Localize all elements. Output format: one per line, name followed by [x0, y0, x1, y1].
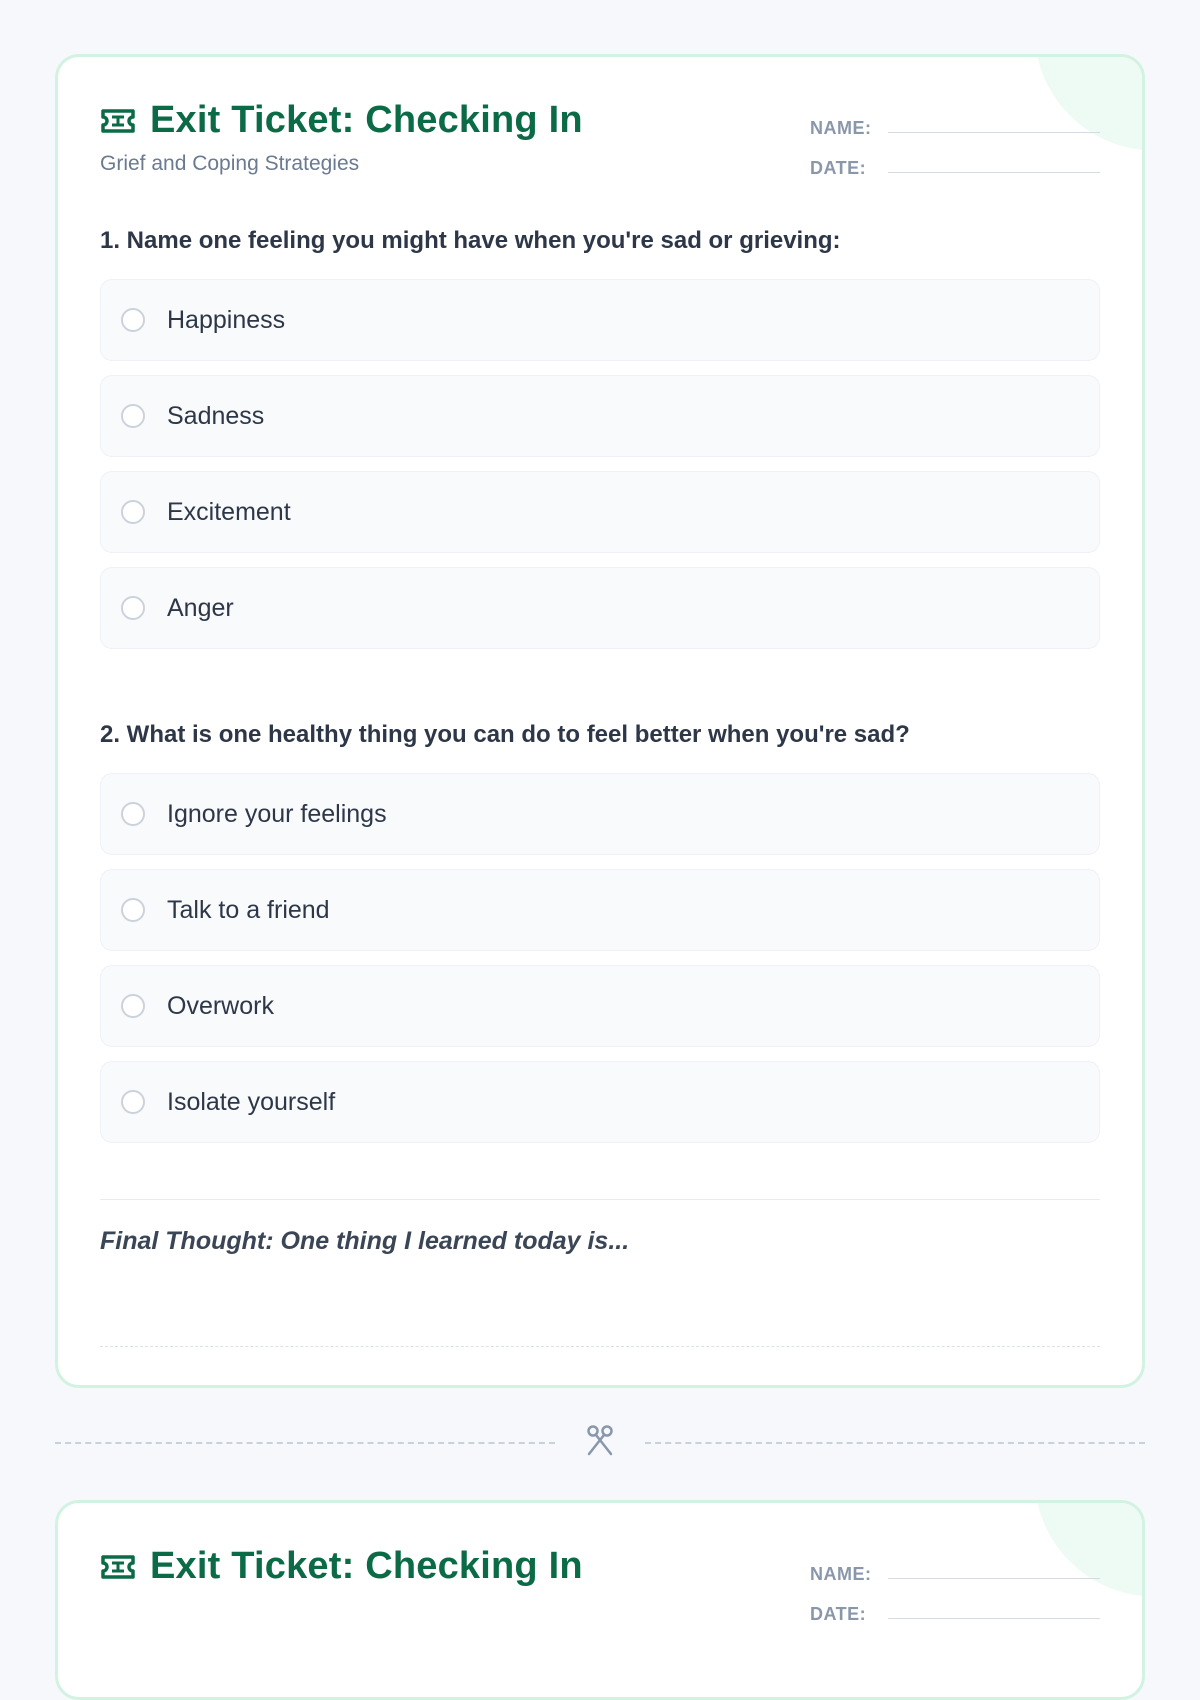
name-label: NAME: [810, 1564, 872, 1584]
option-talk-to-friend[interactable] [100, 869, 1100, 951]
date-label: DATE: [810, 158, 867, 178]
option-happiness[interactable] [100, 279, 1100, 361]
cut-line-right [645, 1442, 1145, 1446]
option-label: Overwork [167, 991, 274, 1020]
option-label: Anger [167, 593, 234, 622]
ticket-title: Exit Ticket: Checking In [150, 1545, 583, 1587]
name-date-fields [810, 1545, 1100, 1625]
option-label: Ignore your feelings [167, 799, 387, 828]
radio-circle-icon[interactable] [121, 994, 145, 1018]
option-overwork[interactable] [100, 965, 1100, 1047]
option-excitement[interactable] [100, 471, 1100, 553]
question-text: 1. Name one feeling you might have when you're sad or grieving: [100, 227, 841, 254]
name-date-fields [810, 99, 1100, 179]
radio-circle-icon[interactable] [121, 404, 145, 428]
ticket-header [100, 1545, 1100, 1635]
date-field[interactable] [888, 1596, 1100, 1619]
option-ignore-feelings[interactable] [100, 773, 1100, 855]
name-field[interactable] [888, 110, 1100, 133]
name-row [810, 1545, 1100, 1585]
ticket-header [100, 99, 1100, 189]
option-label: Excitement [167, 497, 291, 526]
question-2 [100, 721, 1100, 1157]
date-row [810, 139, 1100, 179]
ticket-icon [100, 1554, 136, 1580]
exit-ticket-card [55, 1500, 1145, 1700]
date-field[interactable] [888, 150, 1100, 173]
final-thought-answer-line[interactable] [100, 1346, 1100, 1347]
option-label: Happiness [167, 305, 286, 334]
question-1 [100, 227, 1100, 663]
date-label: DATE: [810, 1604, 867, 1624]
option-label: Talk to a friend [167, 895, 330, 924]
radio-circle-icon[interactable] [121, 898, 145, 922]
name-label: NAME: [810, 118, 872, 138]
radio-circle-icon[interactable] [121, 802, 145, 826]
date-row [810, 1585, 1100, 1625]
question-text: 2. What is one healthy thing you can do to feel better when you're sad? [100, 721, 910, 748]
final-thought-prompt: Final Thought: One thing I learned today is... [100, 1227, 630, 1255]
option-label: Isolate yourself [167, 1087, 336, 1116]
ticket-subtitle: Grief and Coping Strategies [100, 152, 360, 175]
section-divider [100, 1199, 1100, 1200]
exit-ticket-card [55, 54, 1145, 1388]
option-sadness[interactable] [100, 375, 1100, 457]
ticket-icon [100, 108, 136, 134]
name-field[interactable] [888, 1556, 1100, 1579]
radio-circle-icon[interactable] [121, 596, 145, 620]
name-row [810, 99, 1100, 139]
radio-circle-icon[interactable] [121, 308, 145, 332]
cut-line-left [55, 1442, 555, 1446]
option-label: Sadness [167, 401, 265, 430]
option-anger[interactable] [100, 567, 1100, 649]
radio-circle-icon[interactable] [121, 500, 145, 524]
scissors-icon [582, 1424, 618, 1460]
radio-circle-icon[interactable] [121, 1090, 145, 1114]
option-isolate-yourself[interactable] [100, 1061, 1100, 1143]
ticket-title: Exit Ticket: Checking In [150, 99, 583, 141]
